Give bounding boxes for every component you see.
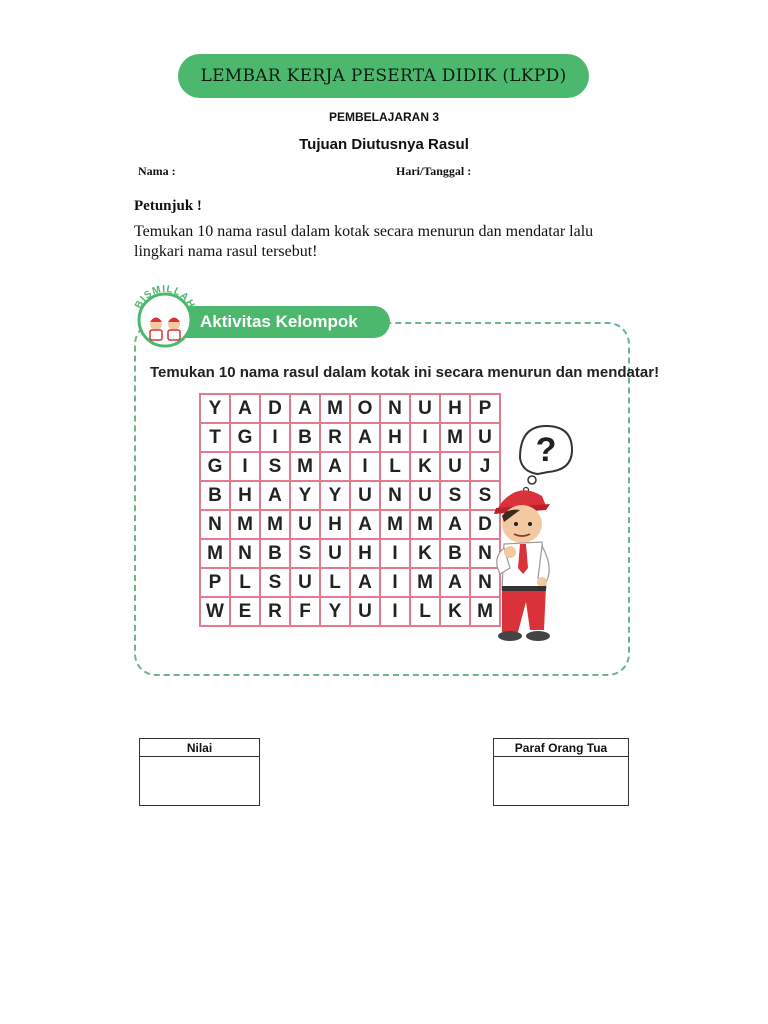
- grid-cell[interactable]: F: [290, 597, 320, 626]
- grid-cell[interactable]: M: [290, 452, 320, 481]
- grid-cell[interactable]: I: [380, 539, 410, 568]
- grid-cell[interactable]: U: [440, 452, 470, 481]
- grid-cell[interactable]: N: [380, 481, 410, 510]
- grid-cell[interactable]: U: [470, 423, 500, 452]
- grid-cell[interactable]: R: [260, 597, 290, 626]
- grid-cell[interactable]: Y: [290, 481, 320, 510]
- grid-cell[interactable]: I: [260, 423, 290, 452]
- instructions-text: Temukan 10 nama rasul dalam kotak secara menurun dan mendatar lalu lingkari nama rasul tersebut!: [134, 223, 594, 260]
- grid-cell[interactable]: N: [470, 568, 500, 597]
- grid-cell[interactable]: L: [410, 597, 440, 626]
- grid-cell[interactable]: A: [320, 452, 350, 481]
- grid-cell[interactable]: I: [230, 452, 260, 481]
- grid-cell[interactable]: R: [320, 423, 350, 452]
- grid-cell[interactable]: I: [410, 423, 440, 452]
- grid-cell[interactable]: K: [410, 452, 440, 481]
- grid-cell[interactable]: M: [260, 510, 290, 539]
- grid-cell[interactable]: S: [260, 568, 290, 597]
- grid-cell[interactable]: Y: [200, 394, 230, 423]
- question-mark: ?: [535, 431, 557, 469]
- instructions-title: Petunjuk !: [134, 198, 202, 214]
- grid-cell[interactable]: A: [290, 394, 320, 423]
- grid-cell[interactable]: U: [350, 597, 380, 626]
- grid-cell[interactable]: A: [350, 423, 380, 452]
- thinking-boy-icon: [480, 418, 576, 653]
- grid-cell[interactable]: L: [320, 568, 350, 597]
- grid-cell[interactable]: U: [290, 510, 320, 539]
- grid-cell[interactable]: U: [320, 539, 350, 568]
- grid-cell[interactable]: T: [200, 423, 230, 452]
- grid-cell[interactable]: Y: [320, 597, 350, 626]
- grid-cell[interactable]: U: [350, 481, 380, 510]
- grid-cell[interactable]: D: [470, 510, 500, 539]
- parent-signature-box: [493, 738, 629, 806]
- grid-cell[interactable]: K: [440, 597, 470, 626]
- activity-banner: [178, 306, 390, 338]
- grid-cell[interactable]: N: [470, 539, 500, 568]
- lesson-label: PEMBELAJARAN 3: [328, 110, 439, 124]
- grid-cell[interactable]: J: [470, 452, 500, 481]
- score-label: Nilai: [140, 739, 259, 757]
- grid-cell[interactable]: M: [200, 539, 230, 568]
- grid-cell[interactable]: N: [380, 394, 410, 423]
- bismillah-emblem-icon: [130, 282, 200, 348]
- emblem-text: BISMILLAH: [133, 283, 197, 311]
- grid-cell[interactable]: S: [440, 481, 470, 510]
- date-label: Hari/Tanggal :: [396, 164, 472, 178]
- grid-cell[interactable]: I: [350, 452, 380, 481]
- parent-signature-label: Paraf Orang Tua: [494, 739, 628, 757]
- grid-cell[interactable]: K: [410, 539, 440, 568]
- grid-cell[interactable]: U: [290, 568, 320, 597]
- grid-cell[interactable]: A: [230, 394, 260, 423]
- grid-cell[interactable]: A: [350, 568, 380, 597]
- grid-cell[interactable]: G: [200, 452, 230, 481]
- word-search-grid: [199, 393, 501, 627]
- grid-cell[interactable]: A: [350, 510, 380, 539]
- grid-cell[interactable]: D: [260, 394, 290, 423]
- grid-cell[interactable]: B: [200, 481, 230, 510]
- grid-cell[interactable]: L: [380, 452, 410, 481]
- grid-cell[interactable]: O: [350, 394, 380, 423]
- lkpd-title: LEMBAR KERJA PESERTA DIDIK (LKPD): [200, 66, 567, 86]
- grid-cell[interactable]: I: [380, 568, 410, 597]
- grid-cell[interactable]: B: [440, 539, 470, 568]
- activity-banner-label: Aktivitas Kelompok: [200, 312, 358, 331]
- grid-cell[interactable]: S: [290, 539, 320, 568]
- grid-cell[interactable]: M: [410, 510, 440, 539]
- score-box: [139, 738, 260, 806]
- grid-cell[interactable]: N: [230, 539, 260, 568]
- grid-cell[interactable]: N: [200, 510, 230, 539]
- grid-cell[interactable]: M: [380, 510, 410, 539]
- grid-cell[interactable]: S: [470, 481, 500, 510]
- grid-cell[interactable]: I: [380, 597, 410, 626]
- grid-cell[interactable]: H: [440, 394, 470, 423]
- grid-cell[interactable]: G: [230, 423, 260, 452]
- grid-cell[interactable]: A: [440, 510, 470, 539]
- grid-cell[interactable]: S: [260, 452, 290, 481]
- grid-cell[interactable]: M: [320, 394, 350, 423]
- grid-cell[interactable]: U: [410, 394, 440, 423]
- grid-cell[interactable]: E: [230, 597, 260, 626]
- grid-cell[interactable]: M: [470, 597, 500, 626]
- grid-cell[interactable]: W: [200, 597, 230, 626]
- grid-cell[interactable]: M: [410, 568, 440, 597]
- topic-title: Tujuan Diutusnya Rasul: [299, 136, 469, 153]
- grid-cell[interactable]: H: [380, 423, 410, 452]
- grid-cell[interactable]: A: [440, 568, 470, 597]
- grid-cell[interactable]: A: [260, 481, 290, 510]
- grid-cell[interactable]: H: [350, 539, 380, 568]
- grid-cell[interactable]: B: [290, 423, 320, 452]
- grid-cell[interactable]: L: [230, 568, 260, 597]
- grid-cell[interactable]: H: [320, 510, 350, 539]
- lkpd-title-pill: [178, 54, 589, 98]
- activity-task: Temukan 10 nama rasul dalam kotak ini secara menurun dan mendatar!: [150, 364, 660, 381]
- grid-cell[interactable]: H: [230, 481, 260, 510]
- name-label: Nama :: [138, 164, 176, 178]
- grid-cell[interactable]: P: [470, 394, 500, 423]
- grid-cell[interactable]: P: [200, 568, 230, 597]
- grid-cell[interactable]: B: [260, 539, 290, 568]
- grid-cell[interactable]: M: [440, 423, 470, 452]
- grid-cell[interactable]: U: [410, 481, 440, 510]
- grid-cell[interactable]: M: [230, 510, 260, 539]
- grid-cell[interactable]: Y: [320, 481, 350, 510]
